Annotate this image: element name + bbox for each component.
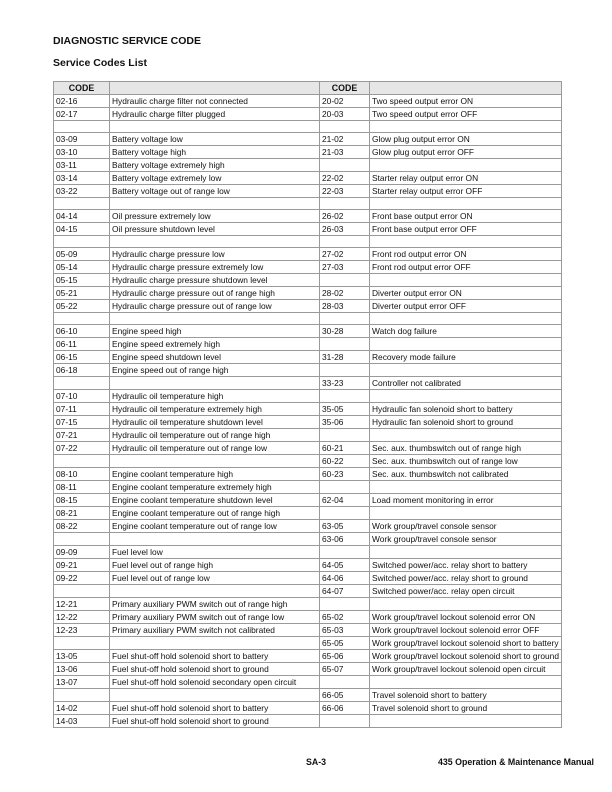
code-right-cell	[320, 390, 370, 403]
description-right-cell: Work group/travel console sensor	[370, 533, 562, 546]
description-left-cell	[110, 689, 320, 702]
code-left-cell: 03-10	[54, 146, 110, 159]
table-row	[54, 185, 562, 198]
description-left-cell: Fuel shut-off hold solenoid short to ground	[110, 663, 320, 676]
table-row	[54, 702, 562, 715]
table-row	[54, 572, 562, 585]
code-left-cell: 05-22	[54, 300, 110, 313]
description-left-cell	[110, 455, 320, 468]
code-left-cell: 08-11	[54, 481, 110, 494]
code-left-cell: 07-15	[54, 416, 110, 429]
description-left-cell	[110, 121, 320, 133]
description-right-cell: Diverter output error ON	[370, 287, 562, 300]
table-row	[54, 715, 562, 728]
description-right-cell: Diverter output error OFF	[370, 300, 562, 313]
description-right-cell: Two speed output error ON	[370, 95, 562, 108]
description-left-cell	[110, 313, 320, 325]
description-left-cell: Hydraulic charge pressure extremely low	[110, 261, 320, 274]
description-left-cell	[110, 377, 320, 390]
code-right-cell: 60-21	[320, 442, 370, 455]
code-right-cell: 63-05	[320, 520, 370, 533]
table-row	[54, 533, 562, 546]
code-left-cell: 12-23	[54, 624, 110, 637]
table-row	[54, 248, 562, 261]
description-left-cell: Battery voltage out of range low	[110, 185, 320, 198]
code-right-cell: 64-05	[320, 559, 370, 572]
code-left-cell: 12-22	[54, 611, 110, 624]
code-left-cell: 02-16	[54, 95, 110, 108]
table-row	[54, 338, 562, 351]
code-right-cell	[320, 338, 370, 351]
description-right-cell	[370, 507, 562, 520]
table-row	[54, 274, 562, 287]
description-right-cell: Hydraulic fan solenoid short to battery	[370, 403, 562, 416]
description-left-cell: Hydraulic oil temperature high	[110, 390, 320, 403]
table-row	[54, 287, 562, 300]
table-row	[54, 481, 562, 494]
description-right-cell	[370, 364, 562, 377]
code-left-cell	[54, 313, 110, 325]
description-right-cell: Work group/travel lockout solenoid error OFF	[370, 624, 562, 637]
header-code-right: CODE	[320, 82, 370, 95]
description-left-cell: Battery voltage high	[110, 146, 320, 159]
description-left-cell: Hydraulic charge pressure out of range high	[110, 287, 320, 300]
code-left-cell	[54, 585, 110, 598]
description-right-cell: Front base output error OFF	[370, 223, 562, 236]
table-row	[54, 637, 562, 650]
code-right-cell	[320, 546, 370, 559]
code-left-cell: 12-21	[54, 598, 110, 611]
table-row	[54, 351, 562, 364]
description-right-cell	[370, 198, 562, 210]
table-row	[54, 455, 562, 468]
manual-title: 435 Operation & Maintenance Manual	[438, 757, 594, 767]
code-left-cell: 03-11	[54, 159, 110, 172]
code-left-cell: 14-02	[54, 702, 110, 715]
page-number: SA-3	[306, 757, 327, 767]
code-left-cell: 13-05	[54, 650, 110, 663]
table-row	[54, 598, 562, 611]
code-right-cell: 65-06	[320, 650, 370, 663]
table-header-row	[54, 82, 562, 95]
code-left-cell: 08-15	[54, 494, 110, 507]
description-right-cell	[370, 546, 562, 559]
code-right-cell	[320, 198, 370, 210]
code-right-cell	[320, 364, 370, 377]
table-row	[54, 198, 562, 210]
code-right-cell: 20-03	[320, 108, 370, 121]
description-right-cell: Switched power/acc. relay short to ground	[370, 572, 562, 585]
table-row	[54, 223, 562, 236]
code-right-cell	[320, 715, 370, 728]
code-right-cell: 60-23	[320, 468, 370, 481]
table-row	[54, 494, 562, 507]
table-row	[54, 377, 562, 390]
description-left-cell: Primary auxiliary PWM switch out of range low	[110, 611, 320, 624]
code-left-cell: 05-15	[54, 274, 110, 287]
code-right-cell: 27-03	[320, 261, 370, 274]
description-right-cell: Front rod output error ON	[370, 248, 562, 261]
code-left-cell: 07-11	[54, 403, 110, 416]
code-right-cell	[320, 159, 370, 172]
code-right-cell: 21-03	[320, 146, 370, 159]
table-row	[54, 146, 562, 159]
description-left-cell: Fuel shut-off hold solenoid short to battery	[110, 702, 320, 715]
code-right-cell: 64-07	[320, 585, 370, 598]
table-row	[54, 429, 562, 442]
code-left-cell: 13-07	[54, 676, 110, 689]
table-row	[54, 559, 562, 572]
description-right-cell: Work group/travel console sensor	[370, 520, 562, 533]
description-right-cell	[370, 313, 562, 325]
description-right-cell: Sec. aux. thumbswitch not calibrated	[370, 468, 562, 481]
code-left-cell: 06-11	[54, 338, 110, 351]
description-left-cell: Engine coolant temperature high	[110, 468, 320, 481]
description-left-cell: Fuel level low	[110, 546, 320, 559]
description-right-cell: Work group/travel lockout solenoid open circuit	[370, 663, 562, 676]
description-left-cell: Fuel shut-off hold solenoid short to ground	[110, 715, 320, 728]
table-row	[54, 390, 562, 403]
description-left-cell: Engine speed shutdown level	[110, 351, 320, 364]
table-row	[54, 95, 562, 108]
description-left-cell: Battery voltage extremely high	[110, 159, 320, 172]
code-left-cell: 14-03	[54, 715, 110, 728]
table-row	[54, 689, 562, 702]
description-left-cell: Hydraulic charge filter plugged	[110, 108, 320, 121]
description-right-cell	[370, 715, 562, 728]
table-row	[54, 403, 562, 416]
description-left-cell: Primary auxiliary PWM switch out of range high	[110, 598, 320, 611]
code-left-cell	[54, 236, 110, 248]
description-right-cell: Travel solenoid short to battery	[370, 689, 562, 702]
code-right-cell: 62-04	[320, 494, 370, 507]
description-left-cell: Battery voltage low	[110, 133, 320, 146]
description-right-cell	[370, 598, 562, 611]
description-left-cell	[110, 585, 320, 598]
description-right-cell: Sec. aux. thumbswitch out of range high	[370, 442, 562, 455]
description-right-cell: Work group/travel lockout solenoid short to ground	[370, 650, 562, 663]
description-right-cell: Recovery mode failure	[370, 351, 562, 364]
description-right-cell: Work group/travel lockout solenoid error ON	[370, 611, 562, 624]
code-left-cell: 04-14	[54, 210, 110, 223]
description-right-cell: Front rod output error OFF	[370, 261, 562, 274]
table-row	[54, 172, 562, 185]
description-right-cell	[370, 390, 562, 403]
code-right-cell: 21-02	[320, 133, 370, 146]
description-left-cell: Fuel shut-off hold solenoid secondary open circuit	[110, 676, 320, 689]
description-right-cell	[370, 429, 562, 442]
code-left-cell: 03-22	[54, 185, 110, 198]
code-right-cell: 66-06	[320, 702, 370, 715]
table-row	[54, 624, 562, 637]
code-left-cell	[54, 689, 110, 702]
code-left-cell: 06-10	[54, 325, 110, 338]
code-right-cell: 26-02	[320, 210, 370, 223]
description-left-cell: Engine speed extremely high	[110, 338, 320, 351]
code-right-cell	[320, 676, 370, 689]
description-left-cell: Oil pressure shutdown level	[110, 223, 320, 236]
code-left-cell: 05-21	[54, 287, 110, 300]
code-right-cell: 35-06	[320, 416, 370, 429]
table-row	[54, 210, 562, 223]
table-row	[54, 121, 562, 133]
code-right-cell: 22-03	[320, 185, 370, 198]
table-row	[54, 108, 562, 121]
code-right-cell: 28-03	[320, 300, 370, 313]
table-row	[54, 507, 562, 520]
description-right-cell: Work group/travel lockout solenoid short to battery	[370, 637, 562, 650]
code-right-cell: 30-28	[320, 325, 370, 338]
code-right-cell	[320, 598, 370, 611]
description-right-cell: Starter relay output error OFF	[370, 185, 562, 198]
description-left-cell: Engine coolant temperature out of range high	[110, 507, 320, 520]
description-right-cell	[370, 274, 562, 287]
description-right-cell	[370, 121, 562, 133]
code-right-cell: 28-02	[320, 287, 370, 300]
table-row	[54, 520, 562, 533]
code-right-cell: 63-06	[320, 533, 370, 546]
code-right-cell: 64-06	[320, 572, 370, 585]
code-left-cell	[54, 637, 110, 650]
description-right-cell	[370, 159, 562, 172]
code-left-cell: 06-15	[54, 351, 110, 364]
code-right-cell: 27-02	[320, 248, 370, 261]
code-right-cell: 31-28	[320, 351, 370, 364]
code-left-cell	[54, 198, 110, 210]
description-left-cell: Engine coolant temperature out of range low	[110, 520, 320, 533]
description-right-cell: Switched power/acc. relay short to battery	[370, 559, 562, 572]
code-right-cell: 60-22	[320, 455, 370, 468]
description-left-cell	[110, 533, 320, 546]
code-right-cell: 26-03	[320, 223, 370, 236]
code-left-cell: 03-14	[54, 172, 110, 185]
code-left-cell: 03-09	[54, 133, 110, 146]
description-left-cell: Fuel level out of range low	[110, 572, 320, 585]
code-left-cell: 07-10	[54, 390, 110, 403]
description-left-cell: Fuel level out of range high	[110, 559, 320, 572]
code-left-cell: 13-06	[54, 663, 110, 676]
description-right-cell: Glow plug output error OFF	[370, 146, 562, 159]
description-left-cell: Oil pressure extremely low	[110, 210, 320, 223]
table-row	[54, 416, 562, 429]
description-right-cell: Starter relay output error ON	[370, 172, 562, 185]
table-row	[54, 585, 562, 598]
description-left-cell: Primary auxiliary PWM switch not calibrated	[110, 624, 320, 637]
description-left-cell: Hydraulic charge pressure out of range low	[110, 300, 320, 313]
description-left-cell	[110, 236, 320, 248]
description-right-cell: Front base output error ON	[370, 210, 562, 223]
table-row	[54, 313, 562, 325]
description-left-cell: Hydraulic charge pressure shutdown level	[110, 274, 320, 287]
description-left-cell: Hydraulic oil temperature extremely high	[110, 403, 320, 416]
code-right-cell: 65-03	[320, 624, 370, 637]
description-right-cell: Glow plug output error ON	[370, 133, 562, 146]
code-left-cell	[54, 533, 110, 546]
code-left-cell: 09-22	[54, 572, 110, 585]
table-row	[54, 663, 562, 676]
table-row	[54, 159, 562, 172]
description-right-cell	[370, 676, 562, 689]
table-row	[54, 650, 562, 663]
description-left-cell: Engine speed out of range high	[110, 364, 320, 377]
code-left-cell: 05-09	[54, 248, 110, 261]
section-title: Service Codes List	[53, 57, 147, 69]
description-left-cell: Engine coolant temperature extremely high	[110, 481, 320, 494]
code-right-cell	[320, 481, 370, 494]
code-left-cell	[54, 455, 110, 468]
table-row	[54, 611, 562, 624]
description-right-cell: Sec. aux. thumbswitch out of range low	[370, 455, 562, 468]
code-left-cell: 04-15	[54, 223, 110, 236]
description-right-cell: Controller not calibrated	[370, 377, 562, 390]
code-right-cell: 65-02	[320, 611, 370, 624]
description-right-cell: Switched power/acc. relay open circuit	[370, 585, 562, 598]
table-row	[54, 546, 562, 559]
description-left-cell: Hydraulic charge pressure low	[110, 248, 320, 261]
description-left-cell: Engine coolant temperature shutdown level	[110, 494, 320, 507]
code-left-cell: 08-10	[54, 468, 110, 481]
description-right-cell: Hydraulic fan solenoid short to ground	[370, 416, 562, 429]
code-right-cell: 22-02	[320, 172, 370, 185]
code-right-cell: 33-23	[320, 377, 370, 390]
description-left-cell: Fuel shut-off hold solenoid short to battery	[110, 650, 320, 663]
description-left-cell: Battery voltage extremely low	[110, 172, 320, 185]
code-left-cell: 08-22	[54, 520, 110, 533]
header-code-left: CODE	[54, 82, 110, 95]
code-right-cell	[320, 236, 370, 248]
description-right-cell	[370, 338, 562, 351]
table-row	[54, 676, 562, 689]
code-right-cell: 20-02	[320, 95, 370, 108]
header-description-right	[370, 82, 562, 95]
code-right-cell: 66-05	[320, 689, 370, 702]
header-description-left	[110, 82, 320, 95]
description-left-cell: Engine speed high	[110, 325, 320, 338]
code-right-cell: 65-05	[320, 637, 370, 650]
description-left-cell: Hydraulic oil temperature out of range high	[110, 429, 320, 442]
description-left-cell: Hydraulic oil temperature out of range low	[110, 442, 320, 455]
description-left-cell	[110, 198, 320, 210]
code-left-cell: 08-21	[54, 507, 110, 520]
description-right-cell: Watch dog failure	[370, 325, 562, 338]
table-row	[54, 325, 562, 338]
code-right-cell	[320, 313, 370, 325]
code-right-cell	[320, 121, 370, 133]
table-row	[54, 364, 562, 377]
service-codes-table	[53, 81, 562, 728]
code-left-cell: 09-09	[54, 546, 110, 559]
table-row	[54, 468, 562, 481]
description-left-cell	[110, 637, 320, 650]
description-left-cell: Hydraulic oil temperature shutdown level	[110, 416, 320, 429]
code-right-cell: 35-05	[320, 403, 370, 416]
code-left-cell: 07-21	[54, 429, 110, 442]
code-left-cell	[54, 121, 110, 133]
description-right-cell: Travel solenoid short to ground	[370, 702, 562, 715]
description-right-cell	[370, 481, 562, 494]
code-right-cell	[320, 274, 370, 287]
table-row	[54, 300, 562, 313]
code-left-cell: 02-17	[54, 108, 110, 121]
code-left-cell: 09-21	[54, 559, 110, 572]
table-row	[54, 133, 562, 146]
code-right-cell: 65-07	[320, 663, 370, 676]
table-row	[54, 261, 562, 274]
description-right-cell: Two speed output error OFF	[370, 108, 562, 121]
description-left-cell: Hydraulic charge filter not connected	[110, 95, 320, 108]
code-left-cell: 06-18	[54, 364, 110, 377]
table-row	[54, 236, 562, 248]
code-left-cell: 07-22	[54, 442, 110, 455]
description-right-cell	[370, 236, 562, 248]
page-title: DIAGNOSTIC SERVICE CODE	[53, 35, 201, 47]
table-row	[54, 442, 562, 455]
code-right-cell	[320, 507, 370, 520]
description-right-cell: Load moment monitoring in error	[370, 494, 562, 507]
code-right-cell	[320, 429, 370, 442]
code-left-cell	[54, 377, 110, 390]
code-left-cell: 05-14	[54, 261, 110, 274]
